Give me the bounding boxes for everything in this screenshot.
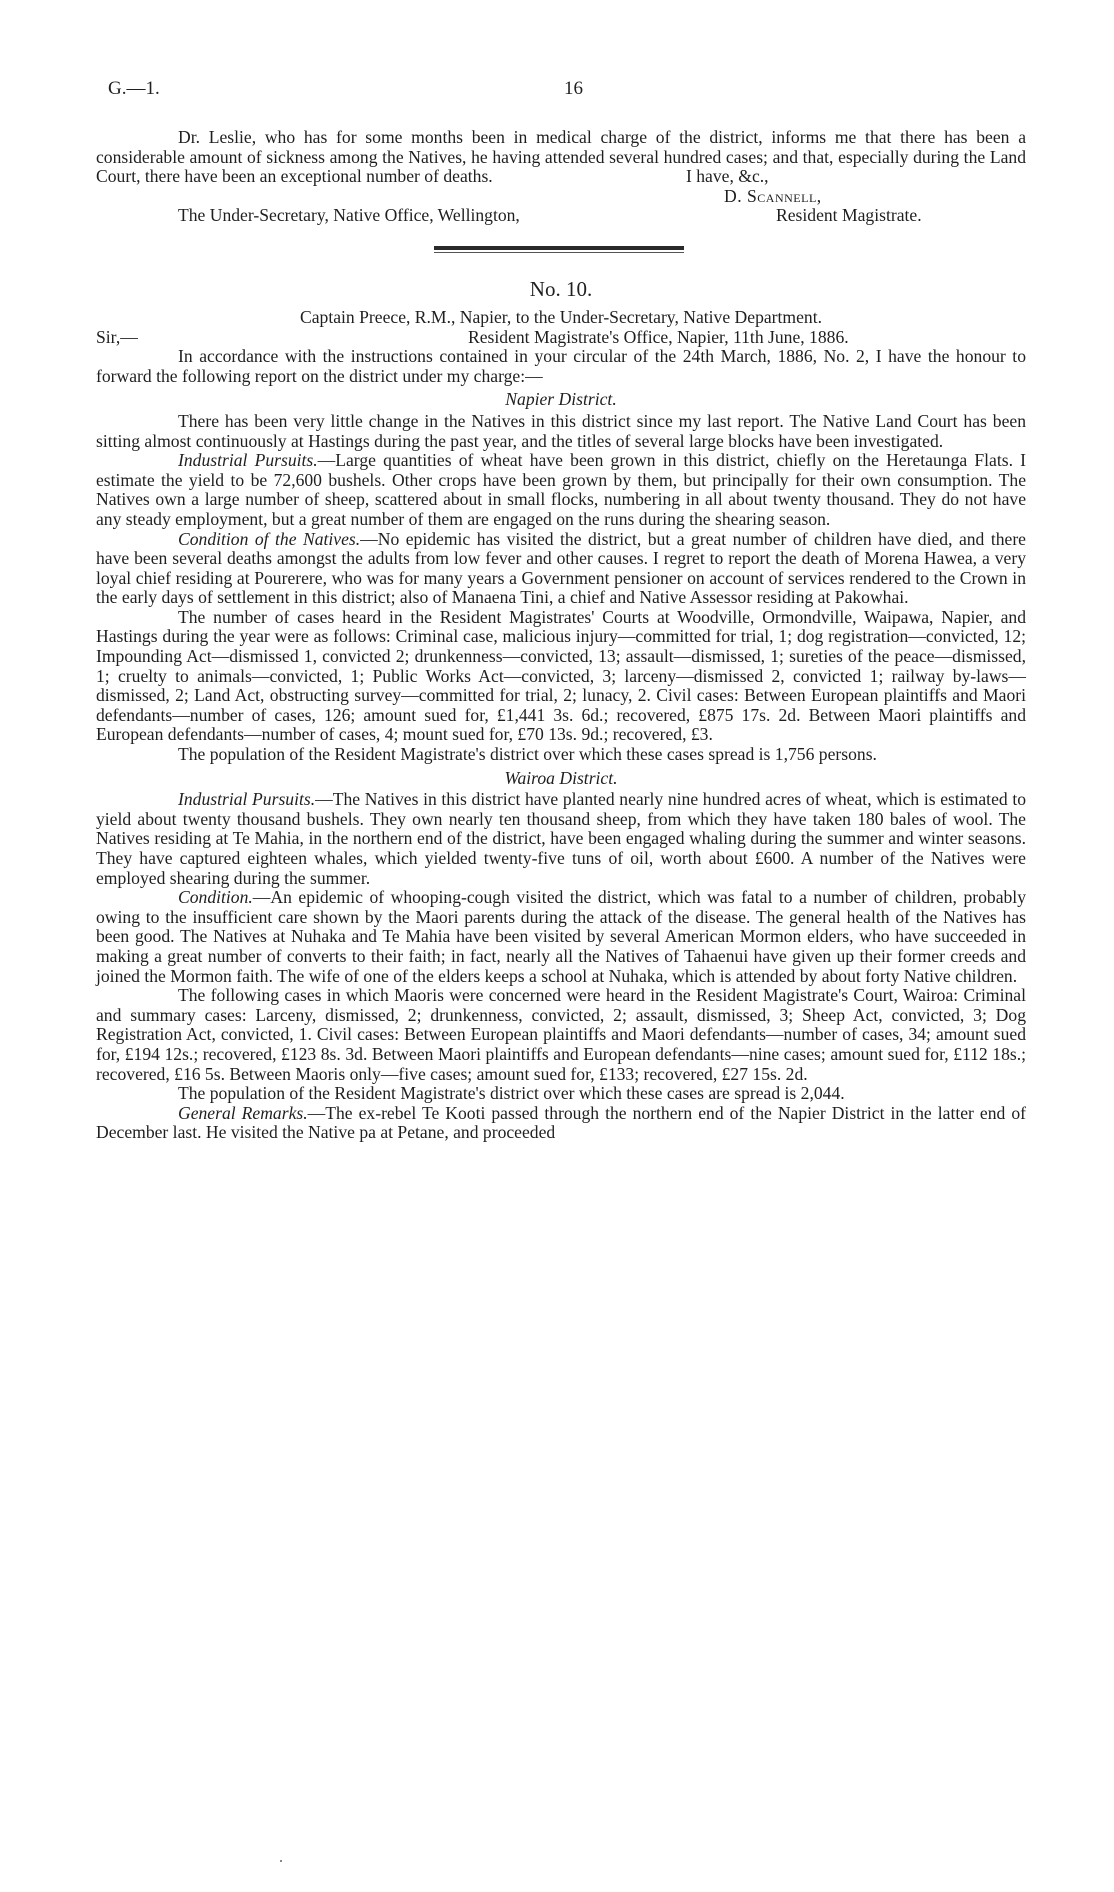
letter-closing: I have, &c., — [680, 167, 769, 187]
wairoa-condition-text: —An epidemic of whooping-cough visited the district, which was fatal to a number of children, probably owing to the insufficient care shown by the Maori parents during the attack of the disease. The general health of the Natives has been good. The Natives at Nuhaka and Te Mahia have been visited by several American Mormon elders, who have succeeded in making a great number of converts to their faith; in fact, nearly all the Natives of Tahaenui have given up their former creeds and joined the Mormon faith. The wife of one of the elders keeps a school at Nuhaka, which is attended by about forty Native children. — [96, 887, 1026, 986]
intro-paragraph: In accordance with the instructions contained in your circular of the 24th March, 1886, No. 2, I have the honour to forward the following report on the district under my charge:— — [96, 346, 1026, 386]
napier-population-paragraph: The population of the Resident Magistrate's district over which these cases spread is 1,756 persons. — [178, 744, 877, 765]
napier-condition-paragraph — [96, 530, 1026, 608]
general-remarks-paragraph — [96, 1104, 1026, 1143]
napier-condition-text: —No epidemic has visited the district, but a great number of children have died, and there have been several deaths amongst the adults from low fever and other causes. I regret to report the death of Morena Hawea, a very loyal chief residing at Pourerere, who was for many years a Government pensioner on account of services rendered to the Crown in the early days of settlement in this district; also of Manaena Tini, a chief and Native Assessor residing at Pakowhai. — [96, 528, 1026, 608]
section-divider — [96, 226, 1026, 276]
wairoa-industrial-label: Industrial Pursuits. — [178, 789, 316, 810]
dateline: Resident Magistrate's Office, Napier, 11th June, 1886. — [468, 326, 849, 347]
document-page — [96, 0, 1026, 1892]
divider-rule — [434, 246, 684, 250]
signatory-row — [96, 187, 1026, 207]
scan-speck — [280, 1860, 282, 1862]
general-remarks-text: —The ex-rebel Te Kooti passed through the northern end of the Napier District in the latter end of December last. He visited the Native pa at Petane, and proceeded — [96, 1102, 1026, 1143]
napier-industrial-text: —Large quantities of wheat have been grown in this district, chiefly on the Heretaunga Flats. I estimate the yield to be 72,600 bushels. Other crops have been grown by them, but principally for their own consumption. The Natives own a large number of sheep, scattered about in small flocks, numbering in all about twenty thousand. They do not have any steady employment, but a great number of them are engaged on the runs during the shearing season. — [96, 450, 1027, 529]
addressee-row — [96, 206, 1026, 226]
leslie-paragraph: Dr. Leslie, who has for some months been in medical charge of the district, informs me that there has been a considerable amount of sickness among the Natives, he having attended several hundred cases; and that, especially during the Land Court, there have been an exceptional number of deaths. — [96, 127, 1026, 187]
napier-industrial-label: Industrial Pursuits. — [178, 450, 318, 471]
wairoa-condition-paragraph — [96, 888, 1026, 986]
letter-number-heading: No. 10. — [529, 276, 593, 301]
from-line: Captain Preece, R.M., Napier, to the Under-Secretary, Native Department. — [300, 306, 822, 327]
letter-addressee: The Under-Secretary, Native Office, Wellington, — [178, 205, 520, 226]
page-number: 16 — [564, 78, 583, 99]
salutation-row — [96, 328, 1026, 348]
napier-paragraph-1: There has been very little change in the Natives in this district since my last report. The Native Land Court has been sitting almost continuously at Hastings during the past year, and the titles of several large blocks have been investigated. — [96, 410, 1026, 451]
salutation: Sir,— — [96, 326, 138, 347]
napier-cases-paragraph: The number of cases heard in the Resident Magistrates' Courts at Woodville, Ormondville, Waipawa, Napier, and Hastings during the year were as follows: Criminal case, malicious injury—committed for trial, 1; dog registration—convicted, 12; Impounding Act—dismissed 1, convicted 2; drunkenness—convicted, 13; assault—dismissed, 1; sureties of the peace—dismissed, 1; cruelty to animals—convicted, 1; Public Works Act—convicted, 3; larceny—dismissed 2, convicted 1; railway by-laws—dismissed, 2; Land Act, obstructing survey—committed for trial, 2; lunacy, 2. Civil cases: Between European plaintiffs and Maori defendants—number of cases, 126; amount sued for, £1,441 3s. 6d.; recovered, £875 17s. 2d. Between Maori plaintiffs and European defendants—number of cases, 4; mount sued for, £70 13s. 9d.; recovered, £3. — [96, 606, 1026, 745]
napier-industrial-paragraph — [96, 451, 1026, 529]
napier-condition-label: Condition of the Natives. — [178, 528, 361, 549]
page-header — [96, 78, 1026, 108]
wairoa-industrial-text: —The Natives in this district have planted nearly nine hundred acres of wheat, which is estimated to yield about twenty thousand bushels. They own nearly ten thousand sheep, from which they have taken 180 bales of wool. The Natives residing at Te Mahia, in the northern end of the district, have been engaged whaling during the summer and winter seasons. They have captured eighteen whales, which yielded twenty-five tuns of oil, worth about £600. A number of the Natives were employed shearing during the summer. — [96, 789, 1026, 888]
general-remarks-label: General Remarks. — [178, 1102, 308, 1123]
wairoa-industrial-paragraph — [96, 790, 1026, 888]
document-reference: G.—1. — [108, 78, 160, 99]
wairoa-heading: Wairoa District. — [504, 767, 618, 788]
napier-heading: Napier District. — [505, 389, 617, 410]
wairoa-population-paragraph: The population of the Resident Magistrate's district over which these cases are spread is 2,044. — [178, 1083, 845, 1104]
wairoa-cases-paragraph: The following cases in which Maoris were concerned were heard in the Resident Magistrate's Court, Wairoa: Criminal and summary cases: Larceny, dismissed, 2; drunkenness, convicted, 2; assault, dismissed, 3; Sheep Act, convicted, 3; Dog Registration Act, convicted, 1. Civil cases: Between European plaintiffs and Maori defendants—number of cases, 34; amount sued for, £194 12s.; recovered, £123 8s. 3d. Between Maori plaintiffs and European defendants—nine cases; amount sued for, £112 18s.; recovered, £16 5s. Between Maoris only—five cases; amount sued for, £133; recovered, £27 15s. 2d. — [96, 985, 1026, 1084]
wairoa-condition-label: Condition. — [178, 887, 253, 908]
document-body — [96, 128, 1026, 1143]
signatory-title: Resident Magistrate. — [776, 205, 922, 226]
letter-signatory: D. Scannell, — [724, 185, 822, 206]
